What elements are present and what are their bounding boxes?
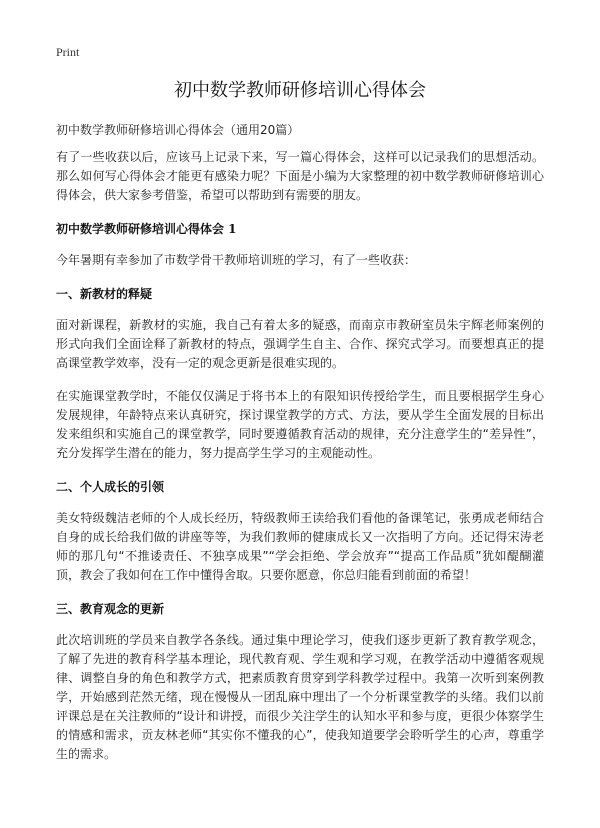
part-3-heading: 三、教育观念的更新 — [56, 602, 165, 616]
document-subtitle: 初中数学教师研修培训心得体会（通用20篇） — [56, 123, 300, 137]
section-title: 初中数学教师研修培训心得体会 1 — [56, 222, 237, 236]
part-1-paragraph-1: 面对新课程，新教材的实施，我自己有着太多的疑惑，而南京市教研室员朱宇辉老师案例的形式向我们全面诠释了新教材的特点，强调学生自主、合作、探究式学习。而要想真正的提高课堂教学效率，没有一定的观念更新是很难实现的。 — [56, 318, 544, 370]
section-intro-paragraph: 今年暑期有幸参加了市数学骨干教师培训班的学习，有了一些收获： — [56, 253, 417, 267]
part-2-paragraph-1: 美女特级魏洁老师的个人成长经历，特级教师王读给我们看他的备课笔记，张勇成老师结合自身的成长给我们做的讲座等等，为我们教师的健康成长又一次指明了方向。还记得宋涛老师的那几句“不推诿责任、不独享成果”“学会拒绝、学会放弃”“提高工作品质”犹如醍醐灌顶，教会了我如何在工作中懂得舍取。只要你愿意，你总归能看到前面的希望！ — [56, 511, 544, 582]
intro-paragraph: 有了一些收获以后，应该马上记录下来，写一篇心得体会，这样可以记录我们的思想活动。那么如何写心得体会才能更有感染力呢？下面是小编为大家整理的初中数学教师研修培训心得体会，供大家参考借鉴，希望可以帮助到有需要的朋友。 — [56, 150, 544, 202]
part-1-heading: 一、新教材的释疑 — [56, 287, 153, 301]
document-title: 初中数学教师研修培训心得体会 — [174, 80, 426, 101]
part-3-paragraph-1: 此次培训班的学员来自教学各条线。通过集中理论学习，使我们逐步更新了教育教学观念，了解了先进的教育科学基本理论，现代教育观、学生观和学习观，在教学活动中遵循客观规律、调整自身的角色和教学方式，把素质教育贯穿到学科教学过程中。我第一次听到案例教学，开始感到茫然无绪，现在慢慢从一团乱麻中理出了一个分析课堂教学的头绪。我们以前评课总是在关注教师的“设计和讲授，而很少关注学生的认知水平和参与度，更很少体察学生的情感和需求，贡友林老师“其实你不懂我的心”，使我知道要学会聆听学生的心声，尊重学生的需求。 — [56, 633, 544, 761]
print-link[interactable]: Print — [56, 45, 80, 59]
part-1-paragraph-2: 在实施课堂教学时，不能仅仅满足于将书本上的有限知识传授给学生，而且要根据学生身心发展规律，年龄特点来认真研究，探讨课堂教学的方式、方法，要从学生全面发展的目标出发来组织和实施自己的课堂教学，同时要遵循教育活动的规律，充分注意学生的“差异性”，充分发挥学生潜在的能力，努力提高学生学习的主观能动性。 — [56, 389, 544, 460]
part-2-heading: 二、个人成长的引领 — [56, 480, 165, 494]
